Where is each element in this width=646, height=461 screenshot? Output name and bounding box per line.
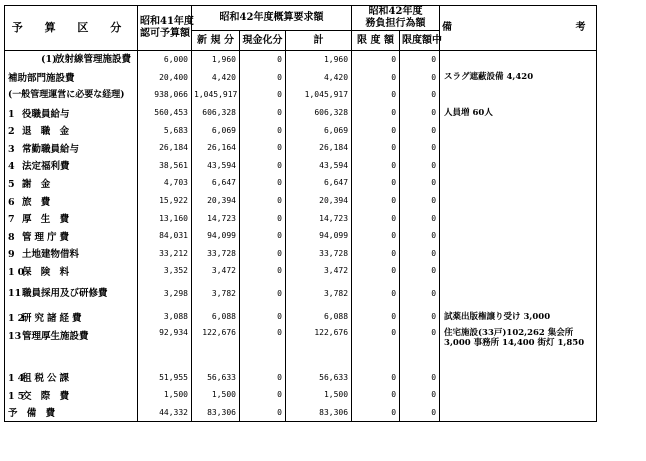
cell-note: [440, 174, 597, 192]
cell-s41: 44,332: [138, 404, 192, 422]
row-category: [5, 174, 138, 192]
row-number: 3: [8, 143, 15, 155]
cell-inlimit: 0: [400, 386, 440, 404]
row-number: 8: [8, 231, 18, 243]
row-name: 管理庁費: [22, 231, 73, 243]
cell-total: 1,500: [286, 386, 352, 404]
cell-new: 94,099: [192, 227, 240, 245]
cell-limit: 0: [352, 121, 400, 139]
table-row: [5, 386, 597, 404]
cell-note: [440, 280, 597, 308]
row-name: 管理厚生施設費: [22, 331, 89, 343]
cell-cash: 0: [240, 280, 286, 308]
row-category: [5, 51, 138, 69]
table-row: [5, 280, 597, 308]
cell-s41: 6,000: [138, 51, 192, 69]
cell-s41: 3,352: [138, 262, 192, 280]
table-row: [5, 325, 597, 368]
row-category: [5, 139, 138, 157]
cell-s41: 33,212: [138, 245, 192, 263]
cell-new: 122,676: [192, 325, 240, 368]
cell-inlimit: 0: [400, 104, 440, 122]
cell-cash: 0: [240, 368, 286, 386]
cell-new: 6,069: [192, 121, 240, 139]
row-number: 6: [8, 196, 18, 208]
row-category: [5, 86, 138, 104]
row-number: 13: [8, 331, 22, 343]
cell-new: 26,164: [192, 139, 240, 157]
row-number: 7: [8, 214, 18, 226]
row-name: 租税公課: [22, 373, 73, 385]
header-s41-line1: 昭和41年度: [140, 16, 194, 27]
cell-new: 606,328: [192, 104, 240, 122]
row-category: [5, 209, 138, 227]
cell-new: 56,633: [192, 368, 240, 386]
cell-s41: 4,703: [138, 174, 192, 192]
cell-cash: 0: [240, 209, 286, 227]
cell-new: 1,500: [192, 386, 240, 404]
cell-s41: 938,066: [138, 86, 192, 104]
cell-note: [440, 404, 597, 422]
row-name: 法定福利費: [22, 161, 70, 173]
row-name: 土地建物借料: [22, 249, 80, 261]
cell-limit: 0: [352, 404, 400, 422]
cell-inlimit: 0: [400, 121, 440, 139]
row-category: [5, 280, 138, 308]
row-category: [5, 104, 138, 122]
cell-total: 94,099: [286, 227, 352, 245]
cell-total: 1,960: [286, 51, 352, 69]
cell-limit: 0: [352, 86, 400, 104]
cell-s41: 560,453: [138, 104, 192, 122]
cell-limit: 0: [352, 368, 400, 386]
table-row: [5, 368, 597, 386]
cell-limit: 0: [352, 139, 400, 157]
cell-cash: 0: [240, 308, 286, 326]
cell-cash: 0: [240, 245, 286, 263]
cell-new: 20,394: [192, 192, 240, 210]
cell-note: 住宅施設(33戸)102,262 集会所 3,000 事務所 14,400 街灯 1,850: [440, 325, 597, 368]
cell-total: 43,594: [286, 157, 352, 175]
header-debt-limit: 限 度 額: [352, 31, 400, 51]
cell-inlimit: 0: [400, 86, 440, 104]
row-name: 厚 生 費: [22, 214, 73, 226]
cell-inlimit: 0: [400, 174, 440, 192]
cell-inlimit: 0: [400, 192, 440, 210]
row-category: [5, 121, 138, 139]
cell-total: 26,184: [286, 139, 352, 157]
cell-note: [440, 121, 597, 139]
table-row: [5, 174, 597, 192]
row-number: 11: [8, 287, 22, 299]
budget-table: [4, 5, 646, 422]
header-s41-line2: 認可予算額: [140, 28, 190, 39]
row-name: 予 備 費: [8, 408, 59, 420]
cell-limit: 0: [352, 308, 400, 326]
row-name: 研究諸経費: [22, 312, 85, 324]
cell-s41: 51,955: [138, 368, 192, 386]
row-name: 放射線管理施設費: [55, 53, 132, 65]
table-body: [5, 51, 597, 422]
table-row: [5, 227, 597, 245]
header-note: 備 考: [440, 6, 597, 51]
cell-cash: 0: [240, 174, 286, 192]
header-debt-line1: 昭和42年度: [368, 6, 423, 17]
cell-note: 試薬出版権譲り受け 3,000: [440, 308, 597, 326]
cell-inlimit: 0: [400, 280, 440, 308]
header-s41: [138, 6, 192, 51]
cell-new: 43,594: [192, 157, 240, 175]
cell-new: 6,647: [192, 174, 240, 192]
row-name: 役職員給与: [22, 108, 70, 120]
cell-cash: 0: [240, 404, 286, 422]
cell-new: 6,088: [192, 308, 240, 326]
row-name: 退 職 金: [22, 126, 73, 138]
cell-s41: 3,088: [138, 308, 192, 326]
cell-inlimit: 0: [400, 245, 440, 263]
cell-total: 3,782: [286, 280, 352, 308]
cell-limit: 0: [352, 325, 400, 368]
cell-note: [440, 157, 597, 175]
cell-total: 14,723: [286, 209, 352, 227]
table-row: [5, 139, 597, 157]
cell-cash: 0: [240, 121, 286, 139]
cell-total: 122,676: [286, 325, 352, 368]
cell-cash: 0: [240, 386, 286, 404]
table-row: [5, 245, 597, 263]
cell-limit: 0: [352, 386, 400, 404]
header-category: 予 算 区 分: [5, 6, 138, 51]
cell-note: [440, 51, 597, 69]
cell-new: 1,045,917: [192, 86, 240, 104]
table-header: [5, 6, 646, 51]
cell-cash: 0: [240, 192, 286, 210]
cell-limit: 0: [352, 157, 400, 175]
cell-note: [440, 368, 597, 386]
cell-inlimit: 0: [400, 157, 440, 175]
cell-new: 4,420: [192, 69, 240, 87]
cell-note: [440, 262, 597, 280]
cell-total: 6,647: [286, 174, 352, 192]
cell-limit: 0: [352, 104, 400, 122]
table-row: [5, 192, 597, 210]
cell-total: 3,472: [286, 262, 352, 280]
cell-cash: 0: [240, 262, 286, 280]
row-category: [5, 404, 138, 422]
table-row: [5, 121, 597, 139]
header-request-cash: 現金化分: [240, 31, 286, 51]
row-number: 4: [8, 161, 15, 173]
cell-inlimit: 0: [400, 227, 440, 245]
table-row: [5, 308, 597, 326]
cell-s41: 84,031: [138, 227, 192, 245]
row-number: 15: [8, 390, 28, 402]
cell-total: 606,328: [286, 104, 352, 122]
cell-cash: 0: [240, 51, 286, 69]
table-row: [5, 51, 597, 69]
table-row: [5, 86, 597, 104]
cell-inlimit: 0: [400, 209, 440, 227]
cell-total: 1,045,917: [286, 86, 352, 104]
row-number: 14: [8, 373, 28, 385]
cell-inlimit: 0: [400, 139, 440, 157]
cell-note: 人員増 60人: [440, 104, 597, 122]
cell-cash: 0: [240, 139, 286, 157]
cell-s41: 20,400: [138, 69, 192, 87]
cell-new: 83,306: [192, 404, 240, 422]
cell-limit: 0: [352, 174, 400, 192]
cell-cash: 0: [240, 227, 286, 245]
table-row: [5, 69, 597, 87]
cell-s41: 3,298: [138, 280, 192, 308]
cell-total: 6,088: [286, 308, 352, 326]
row-number: 10: [8, 266, 28, 278]
cell-note: [440, 386, 597, 404]
cell-total: 83,306: [286, 404, 352, 422]
cell-limit: 0: [352, 192, 400, 210]
row-name: 交 際 費: [22, 390, 73, 402]
row-category: [5, 386, 138, 404]
cell-cash: 0: [240, 104, 286, 122]
row-category: [5, 227, 138, 245]
row-category: [5, 192, 138, 210]
cell-cash: 0: [240, 69, 286, 87]
row-category: [5, 262, 138, 280]
table-row: [5, 157, 597, 175]
cell-note: [440, 209, 597, 227]
row-number: 2: [8, 126, 18, 138]
header-debt-in-limit: 限度額中: [400, 31, 440, 51]
cell-inlimit: 0: [400, 308, 440, 326]
cell-new: 3,782: [192, 280, 240, 308]
row-name: (一般管理運営に必要な経理): [8, 89, 125, 100]
header-request-total: 計: [286, 31, 352, 51]
row-number: 9: [8, 249, 15, 261]
header-request-new: 新 規 分: [192, 31, 240, 51]
row-number: 5: [8, 178, 18, 190]
cell-inlimit: 0: [400, 51, 440, 69]
table-row: [5, 104, 597, 122]
row-category: [5, 69, 138, 87]
row-category: [5, 368, 138, 386]
cell-inlimit: 0: [400, 69, 440, 87]
cell-total: 20,394: [286, 192, 352, 210]
cell-inlimit: 0: [400, 325, 440, 368]
cell-note: [440, 139, 597, 157]
cell-total: 33,728: [286, 245, 352, 263]
cell-note: [440, 86, 597, 104]
row-number: (1): [41, 53, 57, 65]
row-number: 12: [8, 312, 28, 324]
header-debt-line2: 務負担行為額: [365, 18, 426, 29]
cell-s41: 1,500: [138, 386, 192, 404]
cell-limit: 0: [352, 280, 400, 308]
cell-limit: 0: [352, 262, 400, 280]
cell-s41: 15,922: [138, 192, 192, 210]
row-name: 保 険 料: [22, 266, 73, 278]
cell-limit: 0: [352, 245, 400, 263]
cell-limit: 0: [352, 227, 400, 245]
cell-inlimit: 0: [400, 262, 440, 280]
row-number: 1: [8, 108, 15, 120]
row-name: 補助部門施設費: [8, 73, 75, 85]
header-debt-group: [352, 6, 440, 31]
cell-s41: 26,184: [138, 139, 192, 157]
header-request-group: 昭和42年度概算要求額: [192, 6, 352, 31]
row-name: 旅 費: [22, 196, 54, 208]
cell-note: [440, 192, 597, 210]
cell-s41: 38,561: [138, 157, 192, 175]
cell-cash: 0: [240, 325, 286, 368]
table-row: [5, 209, 597, 227]
cell-new: 14,723: [192, 209, 240, 227]
cell-limit: 0: [352, 69, 400, 87]
cell-limit: 0: [352, 209, 400, 227]
cell-s41: 92,934: [138, 325, 192, 368]
cell-total: 6,069: [286, 121, 352, 139]
row-name: 常勤職員給与: [22, 143, 80, 155]
row-name: 謝 金: [22, 178, 54, 190]
cell-total: 56,633: [286, 368, 352, 386]
cell-note: [440, 227, 597, 245]
cell-note: スラグ遮蔽設備 4,420: [440, 69, 597, 87]
row-name: 職員採用及び研修費: [22, 287, 108, 299]
row-category: [5, 308, 138, 326]
row-category: [5, 157, 138, 175]
cell-cash: 0: [240, 86, 286, 104]
table-row: [5, 262, 597, 280]
row-category: [5, 245, 138, 263]
cell-cash: 0: [240, 157, 286, 175]
cell-new: 33,728: [192, 245, 240, 263]
cell-s41: 13,160: [138, 209, 192, 227]
row-category: [5, 325, 138, 368]
cell-total: 4,420: [286, 69, 352, 87]
cell-new: 1,960: [192, 51, 240, 69]
table-row: [5, 404, 597, 422]
cell-inlimit: 0: [400, 404, 440, 422]
cell-note: [440, 245, 597, 263]
cell-s41: 5,683: [138, 121, 192, 139]
cell-new: 3,472: [192, 262, 240, 280]
cell-limit: 0: [352, 51, 400, 69]
cell-inlimit: 0: [400, 368, 440, 386]
